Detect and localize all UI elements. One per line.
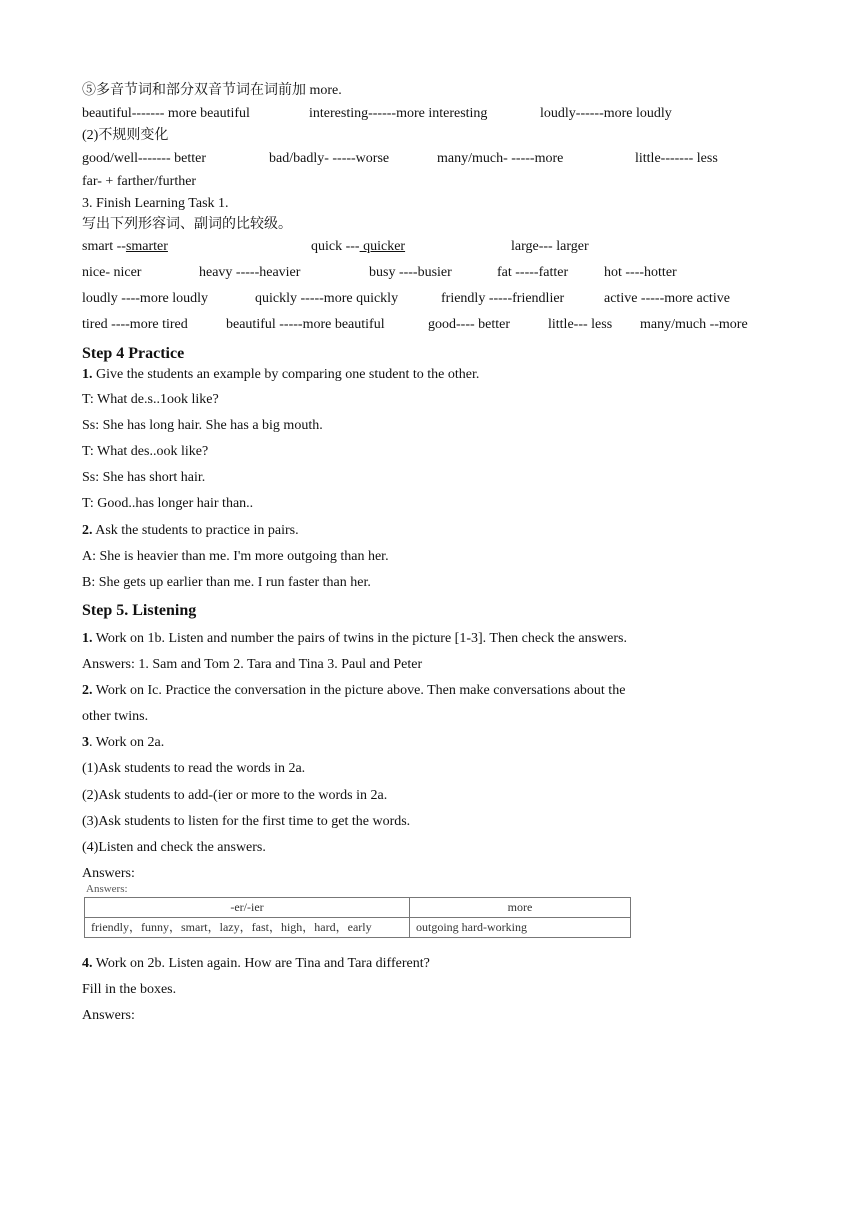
step5-point-2-cont: other twins. [82, 709, 149, 724]
step4-point-2 [82, 522, 299, 540]
answer-table-image [82, 885, 634, 943]
dialogue-line-4: Ss: She has short hair. [82, 470, 206, 485]
step5-sub-3: (3)Ask students to listen for the first time to get the words. [82, 814, 411, 829]
rule-irregular-title: (2)不规则变化 [82, 128, 169, 143]
table-header-row [85, 898, 631, 918]
task-nice: nice- nicer [82, 265, 142, 280]
task-smart-answer: smarter [125, 239, 168, 254]
task-little: little--- less [548, 317, 613, 332]
task-beautiful: beautiful -----more beautiful [226, 317, 385, 332]
dialogue-line-1: T: What de.s..1ook like? [82, 392, 219, 407]
step4-point-1-num: 1. [82, 367, 93, 382]
example-good: good/well------- better [82, 151, 206, 166]
task-heavy: heavy -----heavier [199, 265, 301, 280]
step5-point-1 [82, 630, 627, 648]
example-beautiful: beautiful------- more beautiful [82, 106, 250, 121]
example-interesting: interesting------more interesting [309, 106, 488, 121]
answer-table [84, 897, 631, 938]
step5-point-3-text: . Work on 2a. [89, 735, 165, 750]
table-header-er: -er/-ier [85, 898, 410, 918]
dialogue-line-5: T: Good..has longer hair than.. [82, 496, 254, 511]
step5-point-2-num: 2. [82, 683, 93, 698]
task-active: active -----more active [604, 291, 730, 306]
step5-sub-1: (1)Ask students to read the words in 2a. [82, 761, 306, 776]
example-many: many/much- -----more [437, 151, 564, 166]
step5-point-1-num: 1. [82, 631, 93, 646]
table-cell-er-words: friendly，funny，smart，lazy，fast，high，hard，early [85, 918, 410, 938]
step4-heading: Step 4 Practice [82, 345, 185, 362]
dialogue-line-3: T: What des..ook like? [82, 444, 209, 459]
example-bad: bad/badly- -----worse [269, 151, 390, 166]
answer-table-cut-label: Answers: [86, 885, 128, 893]
step4-point-2-num: 2. [82, 523, 93, 538]
step5-sub-2: (2)Ask students to add-(ier or more to the words in 2a. [82, 788, 388, 803]
step4-point-2-text: Ask the students to practice in pairs. [92, 523, 299, 538]
table-row [85, 918, 631, 938]
step5-point-3-num: 3 [82, 735, 89, 750]
task-title: 3. Finish Learning Task 1. [82, 196, 229, 211]
task-hot: hot ----hotter [604, 265, 677, 280]
table-cell-more-words: outgoing hard-working [410, 918, 631, 938]
example-little: little------- less [635, 151, 718, 166]
task-smart-prefix: smart -- [82, 239, 126, 254]
step5-answers-label-2: Answers: [82, 1008, 135, 1023]
task-quickly: quickly -----more quickly [255, 291, 399, 306]
task-smart [82, 238, 168, 256]
task-quick-answer: quicker [359, 239, 406, 254]
example-far: far- + farther/further [82, 174, 197, 189]
step5-sub-4: (4)Listen and check the answers. [82, 840, 266, 855]
step5-heading: Step 5. Listening [82, 602, 197, 619]
table-header-more: more [410, 898, 631, 918]
step5-point-2-text: Work on Ic. Practice the conversation in the picture above. Then make conversations about the [92, 683, 626, 698]
task-instruction: 写出下列形容词、副词的比较级。 [82, 217, 292, 232]
task-fat: fat -----fatter [497, 265, 569, 280]
task-many: many/much --more [640, 317, 748, 332]
step5-point-3 [82, 734, 164, 752]
step5-point-2 [82, 682, 625, 700]
step5-answers-1: Answers: 1. Sam and Tom 2. Tara and Tina 3. Paul and Peter [82, 657, 423, 672]
example-loudly: loudly------more loudly [540, 106, 672, 121]
step5-answers-label: Answers: [82, 866, 135, 881]
rule-multi-syllable: ⑤多音节词和部分双音节词在词前加 more. [82, 83, 342, 98]
step5-point-1-text: Work on 1b. Listen and number the pairs of twins in the picture [1-3]. Then check the answers. [92, 631, 627, 646]
step5-point-4-text: Work on 2b. Listen again. How are Tina and Tara different? [92, 956, 430, 971]
dialogue-line-2: Ss: She has long hair. She has a big mouth. [82, 418, 323, 433]
task-friendly: friendly -----friendlier [441, 291, 565, 306]
step4-point-1 [82, 366, 479, 384]
step5-point-4 [82, 955, 430, 973]
task-large: large--- larger [511, 239, 589, 254]
task-quick-prefix: quick --- [311, 239, 360, 254]
task-quick [311, 238, 405, 256]
step4-point-1-text: Give the students an example by comparing one student to the other. [92, 367, 480, 382]
step5-point-4-cont: Fill in the boxes. [82, 982, 177, 997]
task-good: good---- better [428, 317, 511, 332]
pair-line-b: B: She gets up earlier than me. I run faster than her. [82, 575, 371, 590]
step5-point-4-num: 4. [82, 956, 93, 971]
pair-line-a: A: She is heavier than me. I'm more outgoing than her. [82, 549, 389, 564]
task-tired: tired ----more tired [82, 317, 188, 332]
task-busy: busy ----busier [369, 265, 452, 280]
task-loudly: loudly ----more loudly [82, 291, 208, 306]
